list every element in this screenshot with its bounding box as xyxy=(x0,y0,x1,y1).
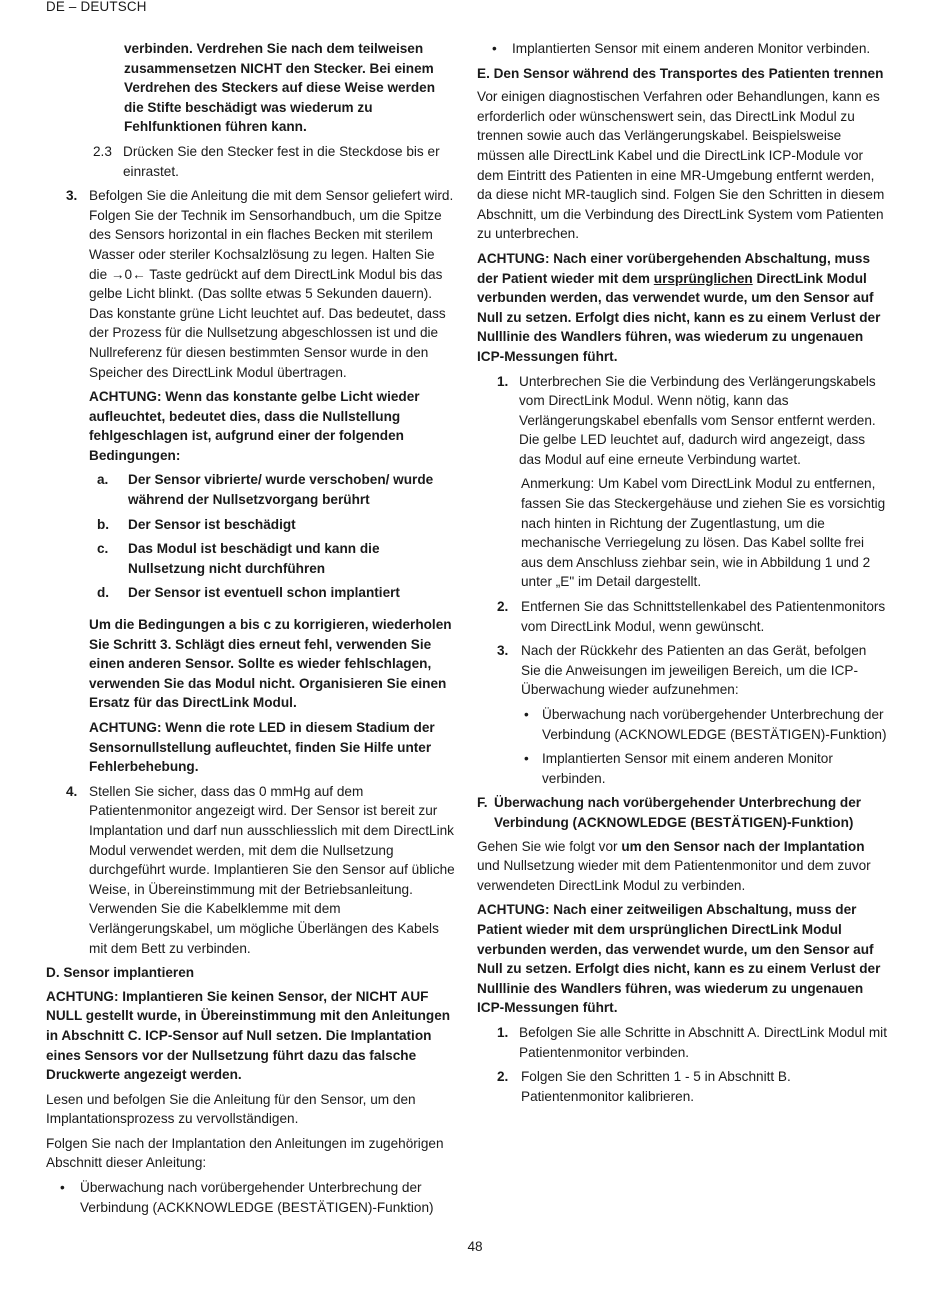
list-item: • Implantierten Sensor mit einem anderen Monitor verbinden. xyxy=(521,749,889,788)
page-number: 48 xyxy=(467,1239,483,1254)
step-number: 2. xyxy=(497,599,509,615)
warning-section-d: ACHTUNG: Implantieren Sie keinen Sensor, der NICHT AUF NULL gestellt wurde, in Übereinstimmung mit den Anleitungen in Abschnitt C. ICP-Sensor auf Null setzen. Die Implantation eines Sensors vor der Nullsetzung führt dazu das falsche Druckwerte angezeigt werden. xyxy=(46,988,451,1083)
bullet-icon: • xyxy=(492,41,497,56)
step-f1 xyxy=(497,1023,889,1062)
right-column xyxy=(477,39,889,1111)
step-text xyxy=(89,186,456,382)
list-item: b. Der Sensor ist beschädigt xyxy=(97,516,296,532)
step-text: Befolgen Sie alle Schritte in Abschnitt A. DirectLink Modul mit Patientenmonitor verbinden. xyxy=(519,1024,887,1060)
step-2-3 xyxy=(93,142,456,181)
warning-red-led: ACHTUNG: Wenn die rote LED in diesem Stadium der Sensornullstellung aufleuchtet, finden Sie Hilfe unter Fehlerbehebung. xyxy=(89,720,435,775)
bullet-icon: • xyxy=(524,751,529,767)
warning-section-f: ACHTUNG: Nach einer zeitweiligen Abschaltung, muss der Patient wieder mit dem ursprünglichen DirectLink Modul verbunden werden, das verwendet wurde, um den Sensor auf Null zu setzen. Erfolgt dies nicht, kann es zu einem Verlust der Nulllinie des Wandlers führen, was wiederum zu ungenauen ICP-Messungen führt. xyxy=(477,902,881,1016)
step-3-text-a: Befolgen Sie die Anleitung die mit dem Sensor geliefert wird. Folgen Sie der Technik im Sensorhandbuch, um die Spitze des Sensors horizontal in ein flaches Becken mit sterilem Wasser oder steriler Kochsalzlösung zu legen. Halten Sie die xyxy=(89,188,454,282)
step-text: Nach der Rückkehr des Patienten an das Gerät, befolgen Sie die Anweisungen im jeweiligen Bereich, um die ICP-Überwachung wieder aufzunehmen: xyxy=(521,643,867,698)
zero-button-icon: →0← xyxy=(110,266,146,282)
step-4 xyxy=(66,782,456,958)
warning-section-e: ACHTUNG: Nach einer vorübergehenden Abschaltung, muss der Patient wieder mit dem ursprünglichen DirectLink Modul verbunden werden, das verwendet wurde, um den Sensor auf Null zu setzen. Erfolgt dies nicht, kann es zu einem Verlust der Nulllinie des Wandlers führen, was wiederum zu ungenauen ICP-Messungen führt. xyxy=(477,250,881,364)
step-text: Unterbrechen Sie die Verbindung des Verlängerungskabels vom DirectLink Modul. Wenn nötig, kann das Verlängerungskabel ebenfalls vom Sensor entfernt werden. Die gelbe LED leuchtet auf, dadurch wird angezeigt, dass das Modul auf eine erneute Verbindung wartet. xyxy=(519,373,876,467)
step-number: 1. xyxy=(497,1024,509,1040)
correction-instructions: Um die Bedingungen a bis c zu korrigieren, wiederholen Sie Schritt 3. Schlägt dies erneut fehl, verwenden Sie einen anderen Sensor. Sollte es wieder fehlschlagen, verwenden Sie das Modul nicht. Organisieren Sie einen Ersatz für das DirectLink Modul. xyxy=(89,617,452,711)
section-d-title: D. Sensor implantieren xyxy=(46,965,195,981)
left-column xyxy=(46,39,456,1222)
paragraph: Lesen und befolgen Sie die Anleitung für den Sensor, um den Implantationsprozess zu vervollständigen. xyxy=(46,1091,416,1127)
step-number: 1. xyxy=(497,373,509,389)
list-item: d. Der Sensor ist eventuell schon implantiert xyxy=(97,585,400,601)
underlined-word: ursprünglichen xyxy=(653,270,753,286)
step-e2 xyxy=(497,597,889,636)
paragraph: Folgen Sie nach der Implantation den Anleitungen im zugehörigen Abschnitt dieser Anleitung: xyxy=(46,1135,444,1171)
step-f2 xyxy=(497,1067,889,1106)
step-e3 xyxy=(497,641,889,700)
step-e1 xyxy=(497,372,889,470)
section-e-title: E. Den Sensor während des Transportes des Patienten trennen xyxy=(477,65,884,81)
step-number: 4. xyxy=(66,783,78,799)
bullet-icon: • xyxy=(60,1180,65,1196)
condition-list xyxy=(89,470,456,603)
bullet-list xyxy=(521,705,889,788)
step-text: Folgen Sie den Schritten 1 - 5 in Abschnitt B. Patientenmonitor kalibrieren. xyxy=(521,1069,791,1104)
step-number: 3. xyxy=(497,643,509,659)
page-header: DE – DEUTSCH xyxy=(46,0,147,14)
list-item: c. Das Modul ist beschädigt und kann die Nullsetzung nicht durchführen xyxy=(97,541,380,576)
list-item: • Überwachung nach vorübergehender Unterbrechung der Verbindung (ACKKNOWLEDGE (BESTÄTIGEN)-Funktion) xyxy=(60,1178,456,1217)
list-item: • Überwachung nach vorübergehender Unterbrechung der Verbindung (ACKNOWLEDGE (BESTÄTIGEN)-Funktion) xyxy=(521,705,889,744)
step-number: 2.3 xyxy=(93,143,112,159)
warning-zero-failed: ACHTUNG: Wenn das konstante gelbe Licht wieder aufleuchtet, bedeutet dies, dass die Nullstellung fehlgeschlagen ist, aufgrund einer der folgenden Bedingungen: xyxy=(89,389,420,463)
step-text: Entfernen Sie das Schnittstellenkabel des Patientenmonitors vom DirectLink Modul, wenn gewünscht. xyxy=(521,599,886,634)
step-text: Stellen Sie sicher, dass das 0 mmHg auf dem Patientenmonitor angezeigt wird. Der Sensor ist bereit zur Implantation und darf nun ausschliesslich mit dem DirectLink Modul verwendet werden, mit dem die Nullsetzung durchgeführt wurde. Implantieren Sie den Sensor auf übliche Weise, in Übereinstimmung mit der Betriebsanleitung. Verwenden Sie die Kabelklemme mit dem Verlängerungskabel, um mögliche Überlängen des Kabels mit dem Bett zu verbinden. xyxy=(89,783,455,956)
list-item: • Implantierten Sensor mit einem anderen Monitor verbinden. xyxy=(492,39,889,59)
section-f-title: F. Überwachung nach vorübergehender Unterbrechung der Verbindung (ACKNOWLEDGE (BESTÄTIGEN)-Funktion) xyxy=(477,795,862,830)
paragraph: Gehen Sie wie folgt vor um den Sensor nach der Implantation und Nullsetzung wieder mit dem Patientenmonitor und dem zuvor verwendeten DirectLink Modul zu verbinden. xyxy=(477,838,871,893)
step-number: 2. xyxy=(497,1069,509,1085)
paragraph: Vor einigen diagnostischen Verfahren oder Behandlungen, kann es erforderlich oder wünschenswert sein, das DirectLink Modul zu trennen sowie auch das Verlängerungskabel. Beispielsweise müssen alle DirectLink Kabel und die DirectLink ICP-Module vor dem Eintritt des Patienten in eine MR-Umgebung entfernt werden, da diese nicht MR-tauglich sind. Folgen Sie den Schritten in diesem Abschnitt, um die Verbindung des DirectLink System vom Patienten zu unterbrechen. xyxy=(477,89,885,242)
step-3 xyxy=(66,186,456,382)
step-number: 3. xyxy=(66,188,78,204)
list-item: a. Der Sensor vibrierte/ wurde verschoben/ wurde während der Nullsetzvorgang berührt xyxy=(97,472,434,508)
bullet-icon: • xyxy=(524,707,529,722)
step-3-text-b: Taste gedrückt auf dem DirectLink Modul bis das gelbe Licht blinkt. (Das sollte etwas 5 Sekunden dauern). Das konstante grüne Licht leuchtet auf. Das bedeutet, dass der Prozess für die Nullsetzung abgeschlossen ist und die Nullreferenz für diesen bestimmten Sensor wurde in den Speicher des DirectLink Modul übertragen. xyxy=(89,266,446,380)
step-text: Drücken Sie den Stecker fest in die Steckdose bis er einrastet. xyxy=(123,143,440,179)
warning-continuation: verbinden. Verdrehen Sie nach dem teilweisen zusammensetzen NICHT den Stecker. Bei einem Verdrehen des Steckers auf diese Weise werden die Stifte beschädigt was wiederum zu Fehlfunktionen führen kann. xyxy=(124,41,436,135)
note: Anmerkung: Um Kabel vom DirectLink Modul zu entfernen, fassen Sie das Steckergehäuse und ziehen Sie es vorsichtig nach hinten in Richtung der Zugentlastung, um die mechanische Verriegelung zu lösen. Das Kabel sollte frei aus dem Anschluss ziehbar sein, wie in Abbildung 1 und 2 unter „E" im Detail dargestellt. xyxy=(521,476,886,590)
